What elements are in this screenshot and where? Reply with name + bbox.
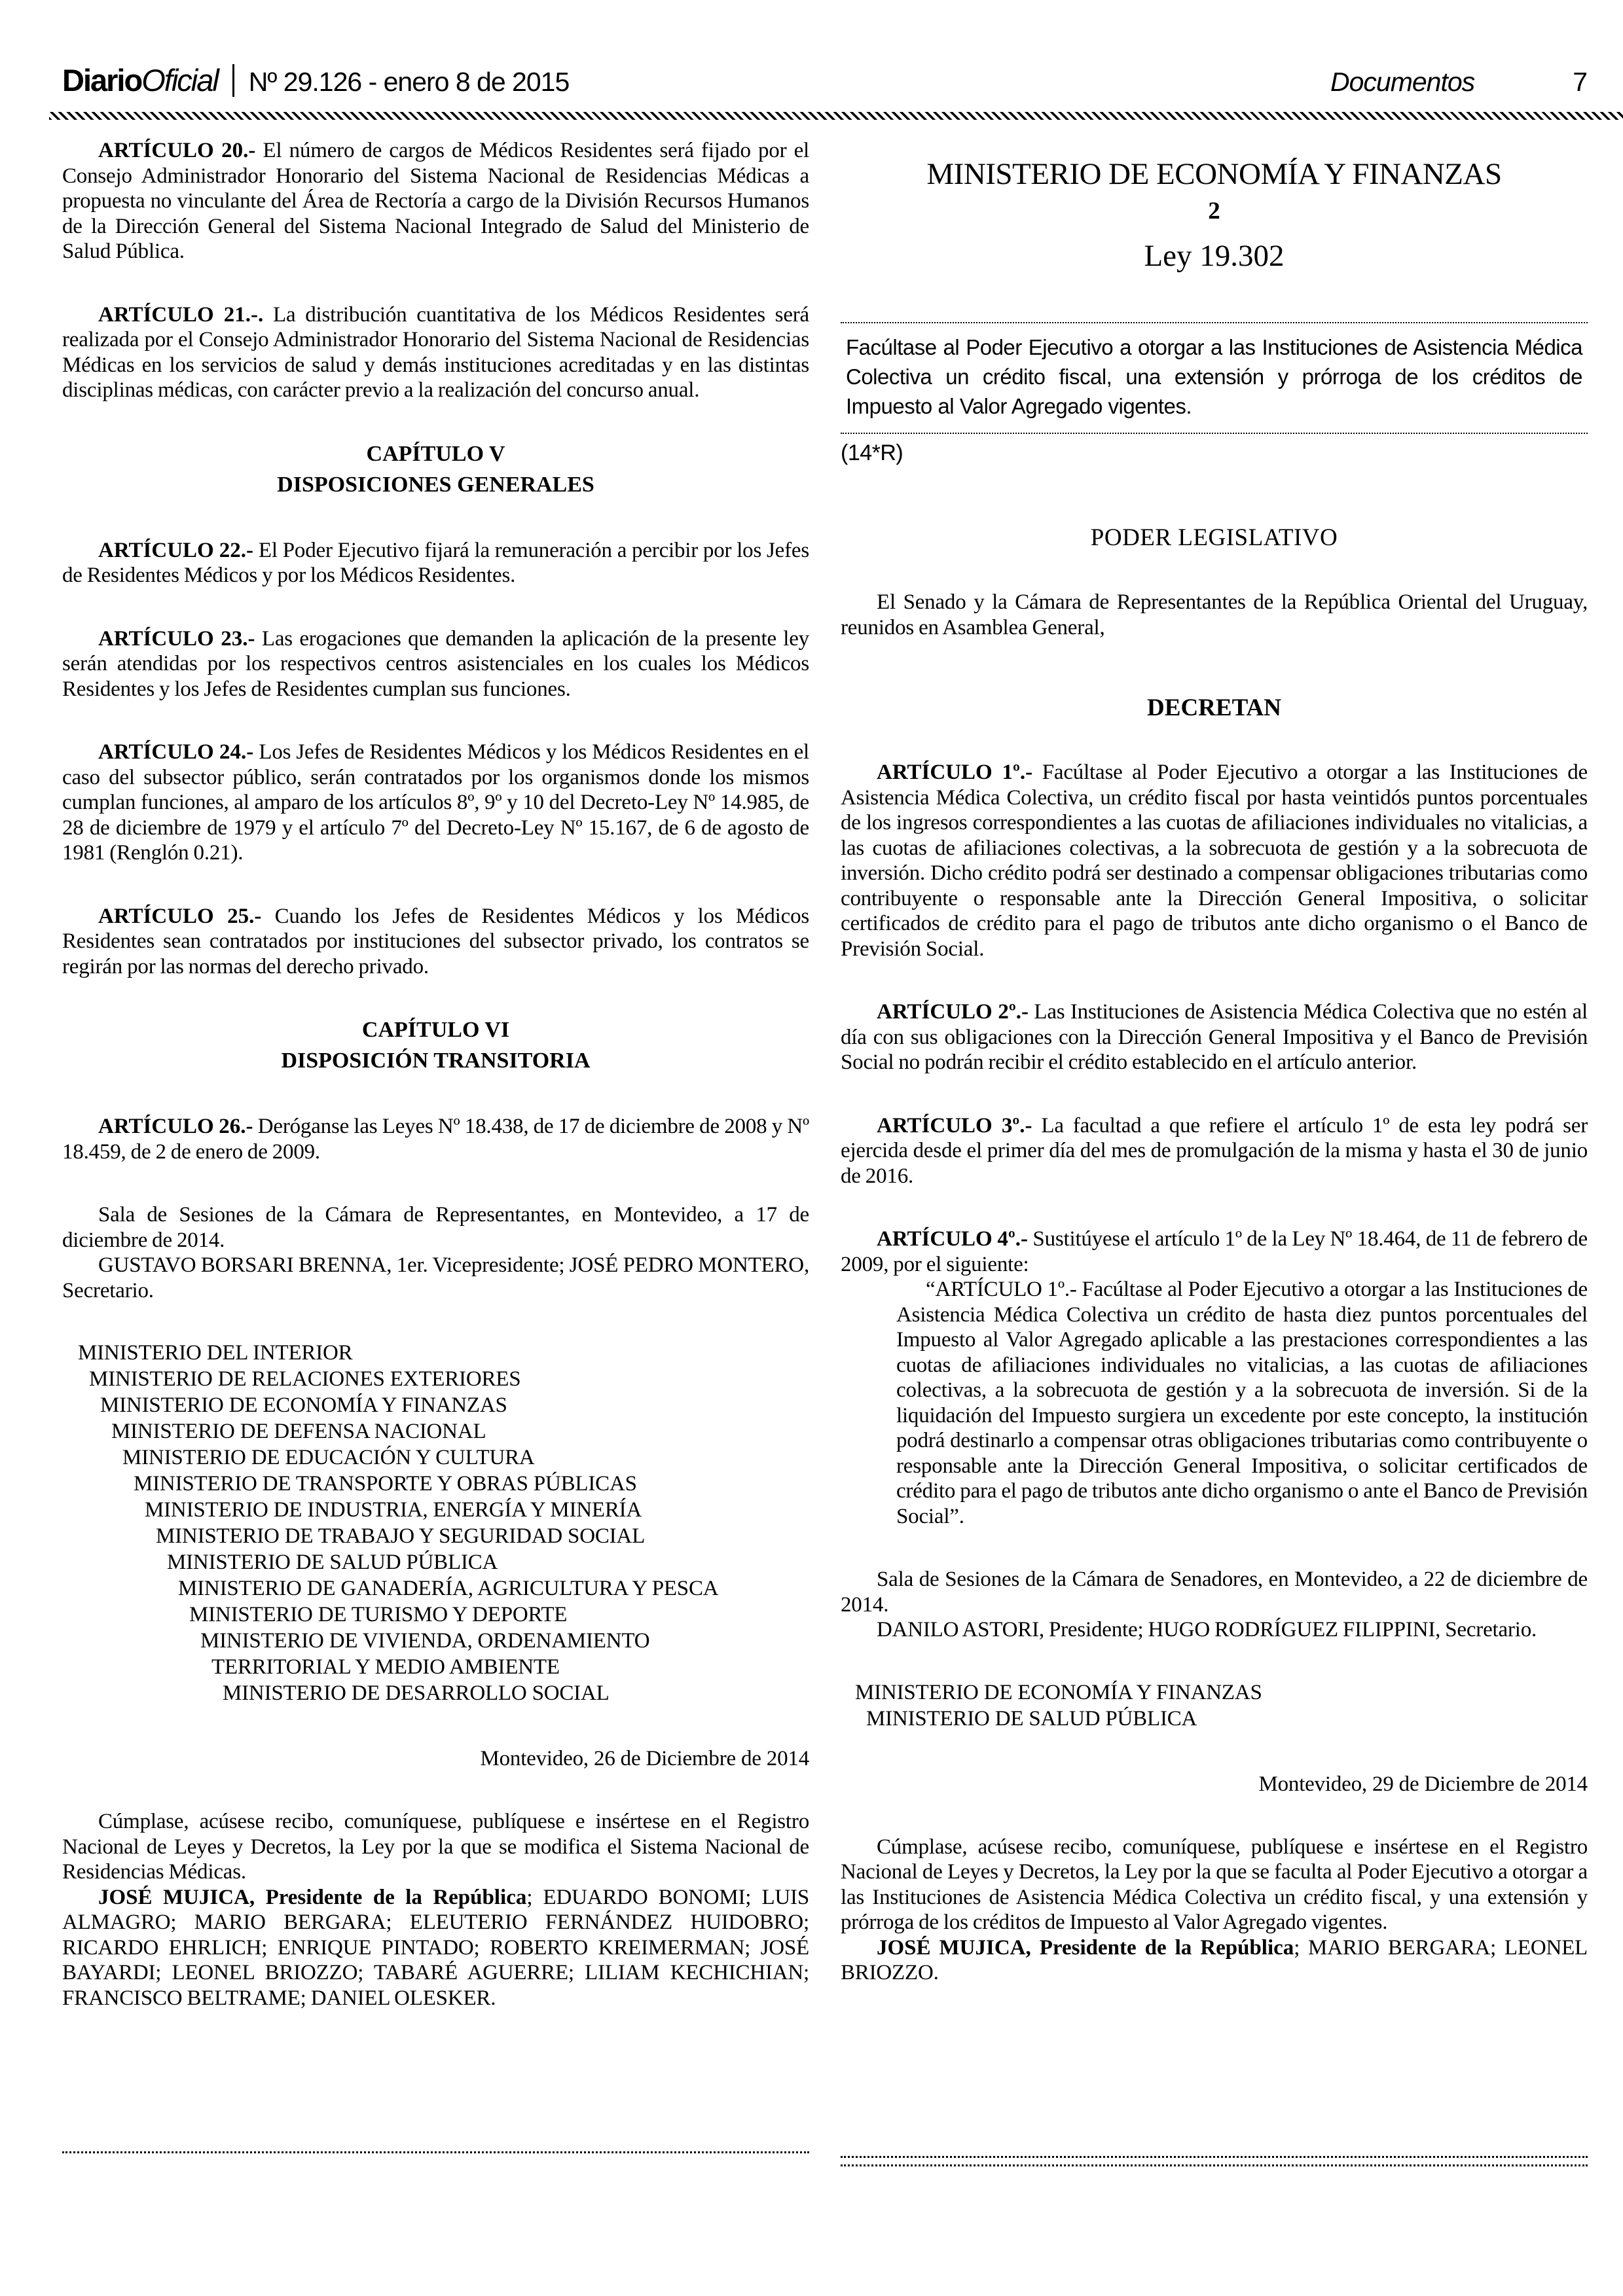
article-23 [62, 626, 809, 702]
ministry-item: MINISTERIO DEL INTERIOR [78, 1341, 353, 1365]
chapter-6-heading [62, 1014, 809, 1076]
article-26-label: ARTÍCULO 26.- [98, 1115, 253, 1138]
article-20 [62, 138, 809, 264]
left-column-end-rule [62, 2151, 809, 2153]
ministry-item: MINISTERIO DE GANADERÍA, AGRICULTURA Y PESCA [178, 1577, 719, 1600]
article-25 [62, 904, 809, 980]
quoted-article-text: “ARTÍCULO 1º.- Facúltase al Poder Ejecutivo a otorgar a las Instituciones de Asistencia Médica Colectiva un crédito de hasta diez puntos porcentuales del Impuesto al Valor Agregado aplicable a las prestaciones correspondientes a las cuotas de afiliaciones individuales no vitalicias, a las cuotas de afiliaciones colectivas, a la sobrecuota de gestión y a la sobrecuota de inversión. Si de la liquidación del Impuesto surgiera un excedente por este concepto, la institución podrá destinarlo a compensar otras obligaciones tributarias como contribuyente o responsable ante la Dirección General Impositiva, o solicitar certificados de crédito para el pago de tributos ante dicho organismo o ante el Banco de Previsión Social”. [896, 1278, 1588, 1528]
law-article-3-label: ARTÍCULO 3º.- [877, 1113, 1032, 1138]
chapter-6-number: CAPÍTULO VI [361, 1018, 510, 1042]
law-summary-text: Facúltase al Poder Ejecutivo a otorgar a las Instituciones de Asistencia Médica Colectiva un crédito fiscal, una extensión y prórroga de los créditos de Impuesto al Valor Agregado vigentes. [846, 335, 1582, 418]
article-21-label: ARTÍCULO 21.-. [98, 302, 264, 327]
law-summary-box [841, 322, 1588, 434]
ministries-list [62, 1340, 809, 1706]
chapter-5-title: DISPOSICIONES GENERALES [277, 472, 594, 497]
ministry-title: MINISTERIO DE ECONOMÍA Y FINANZAS [926, 157, 1502, 191]
article-25-label: ARTÍCULO 25.- [98, 904, 262, 928]
article-22-text: El Poder Ejecutivo fijará la remuneración a percibir por los Jefes de Residentes Médicos y por los Médicos Residentes. [62, 538, 809, 587]
ministry-item: MINISTERIO DE EDUCACIÓN Y CULTURA [122, 1446, 535, 1469]
cumplase-paragraph-right: Cúmplase, acúsese recibo, comuníquese, publíquese e insértese en el Registro Nacional de Leyes y Decretos, la Ley por la que se faculta al Poder Ejecutivo a otorgar a las Instituciones de Asistencia Médica Colectiva un crédito fiscal, y una extensión y prórroga de los créditos de Impuesto al Valor Agregado vigentes. [841, 1835, 1588, 1934]
ministry-item: MINISTERIO DE VIVIENDA, ORDENAMIENTO [200, 1629, 650, 1653]
article-23-label: ARTÍCULO 23.- [98, 626, 255, 651]
page-number: 7 [1573, 67, 1588, 97]
article-22 [62, 538, 809, 588]
ministry-item: MINISTERIO DE TRABAJO Y SEGURIDAD SOCIAL [156, 1524, 646, 1548]
brand-logo [62, 62, 218, 98]
ministry-item: MINISTERIO DE INDUSTRIA, ENERGÍA Y MINERÍA [145, 1498, 642, 1522]
law-article-4-text: Sustitúyese el artículo 1º de la Ley Nº 18.464, de 11 de febrero de 2009, por el siguiente: [841, 1227, 1588, 1276]
president-signature-right: JOSÉ MUJICA, Presidente de la República [877, 1935, 1294, 1960]
law-name: Ley 19.302 [1144, 239, 1285, 273]
article-21-text: La distribución cuantitativa de los Médicos Residentes será realizada por el Consejo Administrador Honorario del Sistema Nacional de Residencias Médicas en los servicios de salud y demás instituciones acreditadas y en las distintas disciplinas médicas, con carácter previo a la realización del concurso anual. [62, 302, 809, 402]
law-article-1-text: Facúltase al Poder Ejecutivo a otorgar a las Instituciones de Asistencia Médica Colectiva, un crédito fiscal por hasta veintidós puntos porcentuales de los ingresos correspondientes a las cuotas de afiliaciones individuales no vitalicias, a las cuotas de afiliaciones colectivas, a la sobrecuota de gestión y a la sobrecuota de inversión. Dicho crédito podrá ser destinado a compensar obligaciones tributarias como contribuyente o responsable ante la Dirección General Impositiva, o solicitar certificados de crédito para el pago de tributos ante dicho organismo o el Banco de Previsión Social. [841, 761, 1588, 961]
brand-bold: Diario [62, 63, 142, 98]
law-article-2-label: ARTÍCULO 2º.- [877, 1000, 1029, 1024]
president-signature-left: JOSÉ MUJICA, Presidente de la República [98, 1885, 527, 1909]
ministry-item: TERRITORIAL Y MEDIO AMBIENTE [211, 1655, 560, 1679]
law-article-3-text: La facultad a que refiere el artículo 1º de esta ley podrá ser ejercida desde el primer día del mes de promulgación de la misma y hasta el 30 de junio de 2016. [841, 1113, 1588, 1188]
section-title: Documentos [1330, 67, 1475, 97]
law-article-2 [841, 999, 1588, 1075]
article-21 [62, 302, 809, 403]
article-24 [62, 740, 809, 866]
chapter-5-number: CAPÍTULO V [366, 441, 505, 466]
article-24-label: ARTÍCULO 24.- [98, 740, 254, 764]
right-column [841, 138, 1588, 2170]
header-rule [49, 112, 1623, 120]
law-article-2-text: Las Instituciones de Asistencia Médica Colectiva que no estén al día con sus obligaciones con la Dirección General Impositiva y el Banco de Previsión Social no podrán recibir el crédito establecido en el artículo anterior. [841, 1000, 1588, 1074]
article-26 [62, 1114, 809, 1164]
article-22-label: ARTÍCULO 22.- [98, 538, 254, 562]
decretan-heading: DECRETAN [1147, 694, 1281, 721]
article-20-text: El número de cargos de Médicos Residentes será fijado por el Consejo Administrador Honorario del Sistema Nacional de Residencias Médicas a propuesta no vinculante del Área de Rectoría a cargo de la División Recursos Humanos de la Dirección General del Sistema Nacional Integrado de Salud del Ministerio de Salud Pública. [62, 139, 809, 263]
cumplase-paragraph-left: Cúmplase, acúsese recibo, comuníquese, publíquese e insértese en el Registro Nacional de Leyes y Decretos, la Ley por la que se modifica el Sistema Nacional de Residencias Médicas. [62, 1810, 809, 1884]
brand-italic: Oficial [141, 63, 218, 98]
representatives-signers: GUSTAVO BORSARI BRENNA, 1er. Vicepresidente; JOSÉ PEDRO MONTERO, Secretario. [62, 1253, 809, 1302]
ministry-item: MINISTERIO DE TURISMO Y DEPORTE [189, 1603, 568, 1626]
chapter-6-title: DISPOSICIÓN TRANSITORIA [281, 1049, 591, 1073]
signature-paragraph-left [62, 1885, 809, 2011]
right-column-end-rule [841, 2156, 1588, 2166]
dateline-left: Montevideo, 26 de Diciembre de 2014 [480, 1747, 809, 1770]
law-article-4 [841, 1227, 1588, 1277]
ministers-signatures-left: ; EDUARDO BONOMI; LUIS ALMAGRO; MARIO BERGARA; ELEUTERIO FERNÁNDEZ HUIDOBRO; RICARDO EHRLICH; ENRIQUE PINTADO; ROBERTO KREIMERMAN; JOSÉ BAYARDI; LEONEL BRIOZZO; TABARÉ AGUERRE; LILIAM KECHICHIAN; FRANCISCO BELTRAME; DANIEL OLESKER. [62, 1885, 809, 2010]
masthead-divider [232, 64, 234, 97]
reference-code: (14*R) [841, 440, 903, 465]
senate-signers: DANILO ASTORI, Presidente; HUGO RODRÍGUEZ FILIPPINI, Secretario. [877, 1618, 1537, 1641]
quoted-article [896, 1277, 1588, 1529]
content-columns [62, 138, 1588, 2170]
left-column [62, 138, 809, 2170]
ministers-signatures-right: ; MARIO BERGARA; LEONEL BRIOZZO. [841, 1935, 1588, 1984]
ministry-item: MINISTERIO DE DEFENSA NACIONAL [111, 1420, 486, 1443]
chapter-5-heading [62, 439, 809, 500]
law-article-1-label: ARTÍCULO 1º.- [877, 761, 1033, 784]
article-23-text: Las erogaciones que demanden la aplicación de la presente ley serán atendidas por los respectivos centros asistenciales en los cuales los Médicos Residentes y los Jefes de Residentes cumplan sus funciones. [62, 626, 809, 701]
ministry-item: MINISTERIO DE SALUD PÚBLICA [167, 1551, 498, 1574]
ministries-list-right [841, 1679, 1588, 1732]
article-26-text: Deróganse las Leyes Nº 18.438, de 17 de diciembre de 2008 y Nº 18.459, de 2 de enero de 2009. [62, 1115, 809, 1164]
ministry-item: MINISTERIO DE ECONOMÍA Y FINANZAS [100, 1393, 507, 1417]
masthead [62, 62, 1588, 103]
law-article-1 [841, 760, 1588, 961]
law-article-4-label: ARTÍCULO 4º.- [877, 1227, 1028, 1251]
law-sequence-number: 2 [1208, 198, 1220, 224]
article-24-text: Los Jefes de Residentes Médicos y los Médicos Residentes en el caso del subsector público, serán contratados por los organismos donde los mismos cumplan funciones, al amparo de los artículos 8º, 9º y 10 del Decreto-Ley Nº 14.985, de 28 de diciembre de 1979 y el artículo 7º del Decreto-Ley Nº 15.167, de 6 de agosto de 1981 (Renglón 0.21). [62, 740, 809, 865]
ministry-item: MINISTERIO DE ECONOMÍA Y FINANZAS [855, 1680, 1262, 1704]
senate-paragraph: El Senado y la Cámara de Representantes de la República Oriental del Uruguay, reunidos en Asamblea General, [841, 590, 1588, 639]
ministry-item: MINISTERIO DE DESARROLLO SOCIAL [223, 1681, 610, 1705]
ministry-item: MINISTERIO DE SALUD PÚBLICA [866, 1706, 1197, 1731]
issue-number: Nº 29.126 - enero 8 de 2015 [248, 67, 570, 97]
ministry-item: MINISTERIO DE RELACIONES EXTERIORES [89, 1367, 521, 1391]
dateline-right: Montevideo, 29 de Diciembre de 2014 [1258, 1772, 1588, 1796]
ministry-item: MINISTERIO DE TRANSPORTE Y OBRAS PÚBLICAS [134, 1472, 637, 1496]
section-block [1330, 67, 1588, 98]
article-25-text: Cuando los Jefes de Residentes Médicos y los Médicos Residentes sean contratados por instituciones del subsector privado, los contratos se regirán por las normas del derecho privado. [62, 904, 809, 978]
senate-session-paragraph: Sala de Sesiones de la Cámara de Senadores, en Montevideo, a 22 de diciembre de 2014. [841, 1568, 1588, 1617]
article-20-label: ARTÍCULO 20.- [98, 139, 256, 162]
signature-paragraph-right [841, 1935, 1588, 1986]
brand-block [62, 62, 569, 98]
session-paragraph: Sala de Sesiones de la Cámara de Representantes, en Montevideo, a 17 de diciembre de 2014. [62, 1203, 809, 1252]
poder-legislativo-heading: PODER LEGISLATIVO [1090, 524, 1338, 551]
law-article-3 [841, 1113, 1588, 1189]
